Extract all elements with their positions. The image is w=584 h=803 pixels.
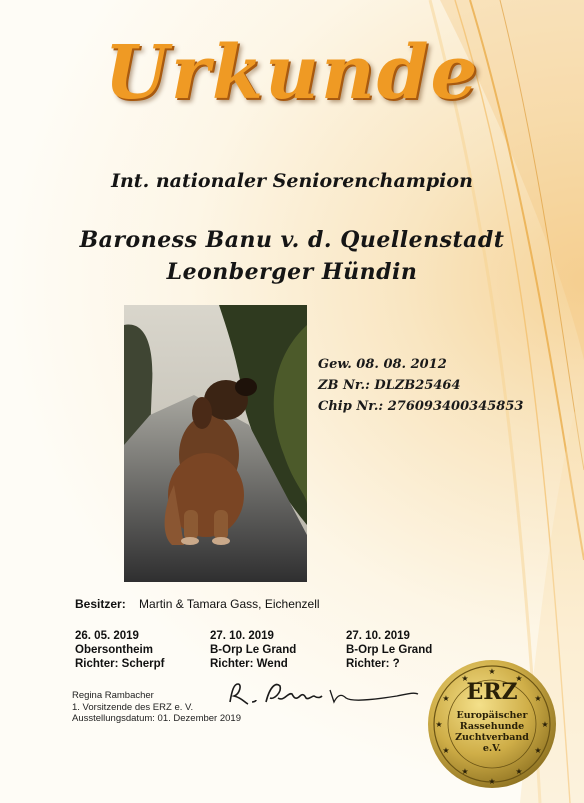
show-result-2 <box>210 629 296 671</box>
seal-line-4: e.V. <box>482 743 502 754</box>
president-block <box>72 690 241 725</box>
svg-text:★: ★ <box>435 720 443 729</box>
show-date: 27. 10. 2019 <box>346 630 410 642</box>
show-date: 27. 10. 2019 <box>210 630 274 642</box>
president-name: Regina Rambacher <box>72 690 154 701</box>
seal-line-3: Zuchtverband <box>455 732 529 743</box>
show-judge: Richter: Wend <box>210 658 288 670</box>
owner-label: Besitzer: <box>75 597 126 611</box>
dog-breed: Leonberger Hündin <box>166 259 418 285</box>
show-judge: Richter: Scherpf <box>75 658 165 670</box>
svg-text:★: ★ <box>461 674 469 683</box>
show-judge: Richter: ? <box>346 658 400 670</box>
svg-text:★: ★ <box>461 767 469 776</box>
svg-text:★: ★ <box>442 694 450 703</box>
show-date: 26. 05. 2019 <box>75 630 139 642</box>
chip-number: Chip Nr.: 276093400345853 <box>318 399 524 414</box>
certificate-subtitle: Int. nationaler Seniorenchampion <box>111 170 473 192</box>
svg-text:★: ★ <box>541 720 549 729</box>
svg-text:★: ★ <box>515 674 523 683</box>
zb-number: ZB Nr.: DLZB25464 <box>318 378 461 393</box>
show-place: B-Orp Le Grand <box>210 644 297 656</box>
seal-line-2: Rassehunde <box>459 721 525 732</box>
svg-text:★: ★ <box>488 777 496 786</box>
dog-photo <box>124 305 307 582</box>
signature <box>222 672 422 712</box>
issue-date: Ausstellungsdatum: 01. Dezember 2019 <box>72 713 241 724</box>
seal-text <box>425 710 559 754</box>
seal-line-1: Europäischer <box>456 710 528 721</box>
birth-date: Gew. 08. 08. 2012 <box>318 357 447 372</box>
president-role: 1. Vorsitzende des ERZ e. V. <box>72 701 194 713</box>
svg-text:★: ★ <box>442 746 450 755</box>
svg-text:★: ★ <box>534 746 542 755</box>
show-result-3 <box>346 629 432 671</box>
seal-abbr: ERZ <box>466 679 518 705</box>
show-place: Obersontheim <box>75 644 153 656</box>
svg-text:★: ★ <box>515 767 523 776</box>
erz-seal <box>425 657 559 791</box>
show-place: B-Orp Le Grand <box>346 644 433 656</box>
owner-line <box>75 597 320 611</box>
owner-value: Martin & Tamara Gass, Eichenzell <box>139 597 320 611</box>
dog-name: Baroness Banu v. d. Quellenstadt <box>79 227 505 253</box>
certificate-title: Urkunde <box>104 30 480 116</box>
svg-text:★: ★ <box>488 667 496 676</box>
show-result-1 <box>75 629 164 671</box>
svg-text:★: ★ <box>534 694 542 703</box>
